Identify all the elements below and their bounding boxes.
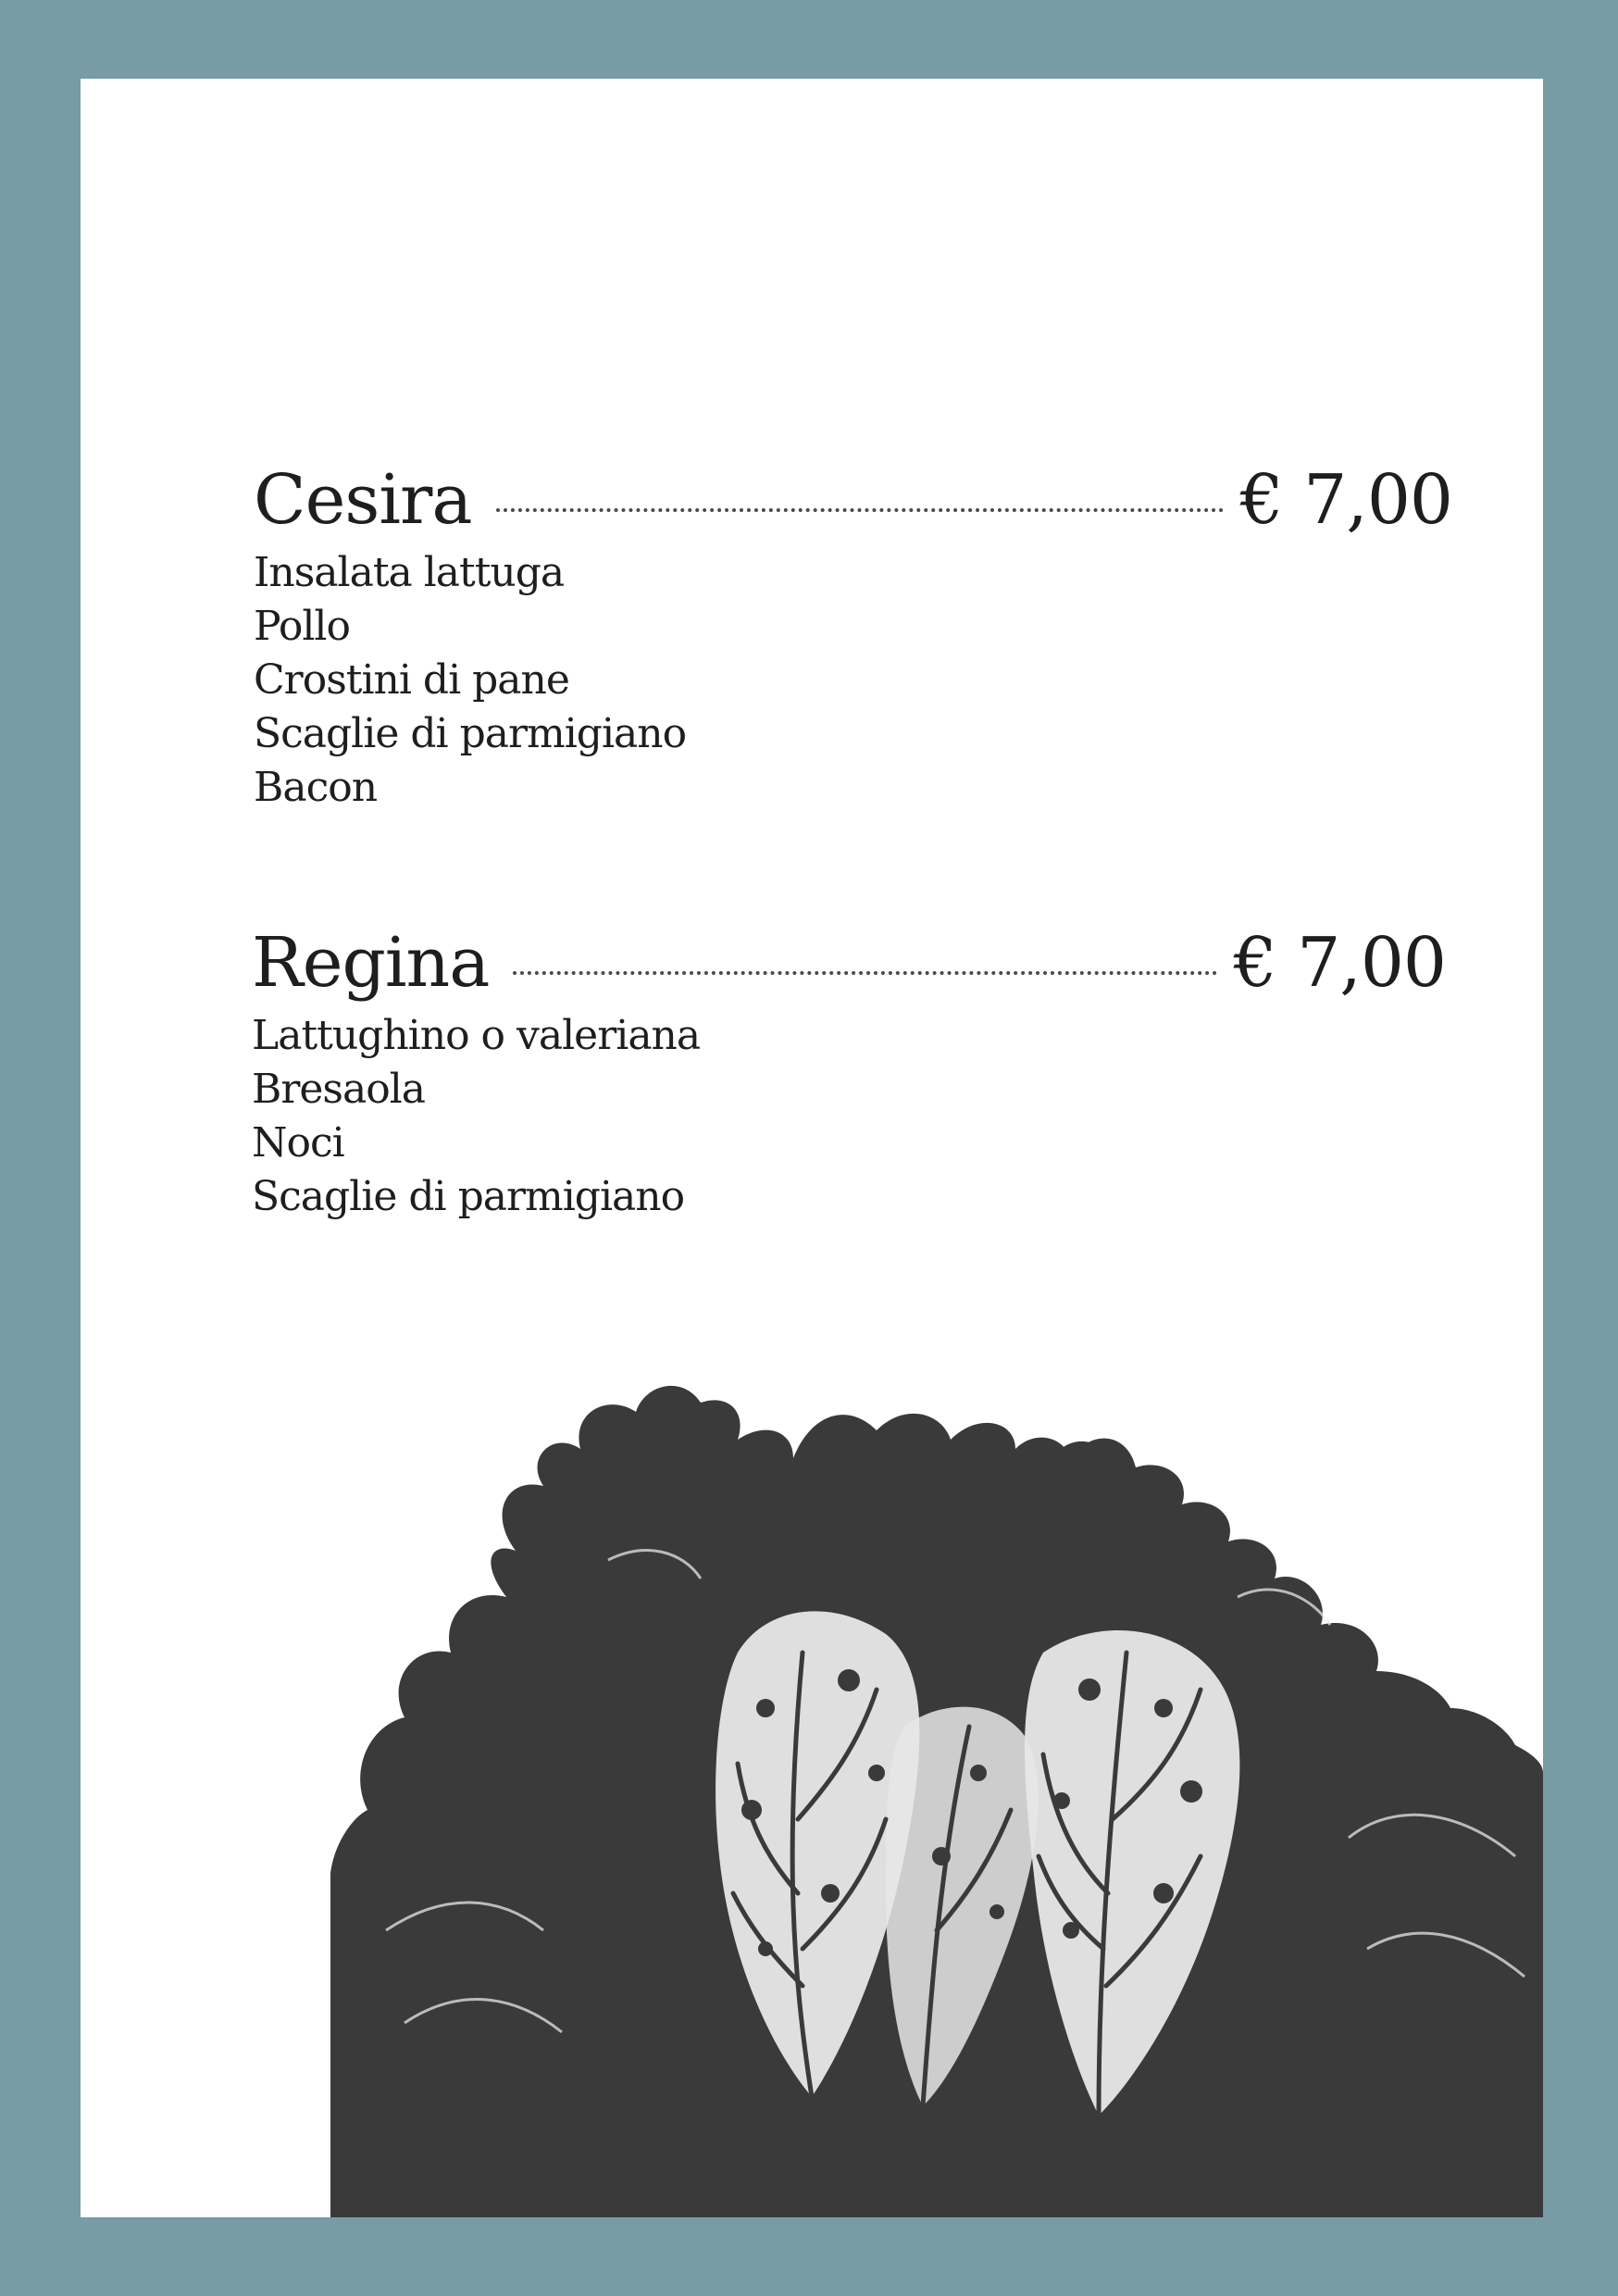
menu-item-header	[252, 917, 1446, 1009]
lettuce-illustration-icon	[330, 1375, 1543, 2217]
ingredient: Lattughino o valeriana	[252, 1012, 701, 1059]
ingredient: Pollo	[254, 603, 350, 650]
menu-item-header	[254, 454, 1452, 546]
menu-item-regina	[252, 917, 1446, 1224]
ingredient-list	[254, 546, 1452, 815]
ingredient: Crostini di pane	[254, 656, 569, 704]
ingredient: Scaglie di parmigiano	[252, 1173, 685, 1220]
menu-item-name: Cesira	[254, 460, 472, 540]
menu-page	[81, 79, 1543, 2217]
ingredient: Insalata lattuga	[254, 549, 565, 596]
ingredient: Scaglie di parmigiano	[254, 710, 687, 757]
menu-item-price: € 7,00	[1233, 923, 1446, 1003]
ingredient: Noci	[252, 1119, 344, 1167]
dotted-leader	[513, 969, 1216, 975]
menu-item-price: € 7,00	[1239, 460, 1452, 540]
ingredient-list	[252, 1009, 1446, 1224]
dotted-leader	[496, 506, 1224, 512]
ingredient: Bacon	[254, 764, 378, 811]
ingredient: Bresaola	[252, 1066, 426, 1113]
menu-item-name: Regina	[252, 923, 490, 1003]
menu-item-cesira	[254, 454, 1452, 815]
